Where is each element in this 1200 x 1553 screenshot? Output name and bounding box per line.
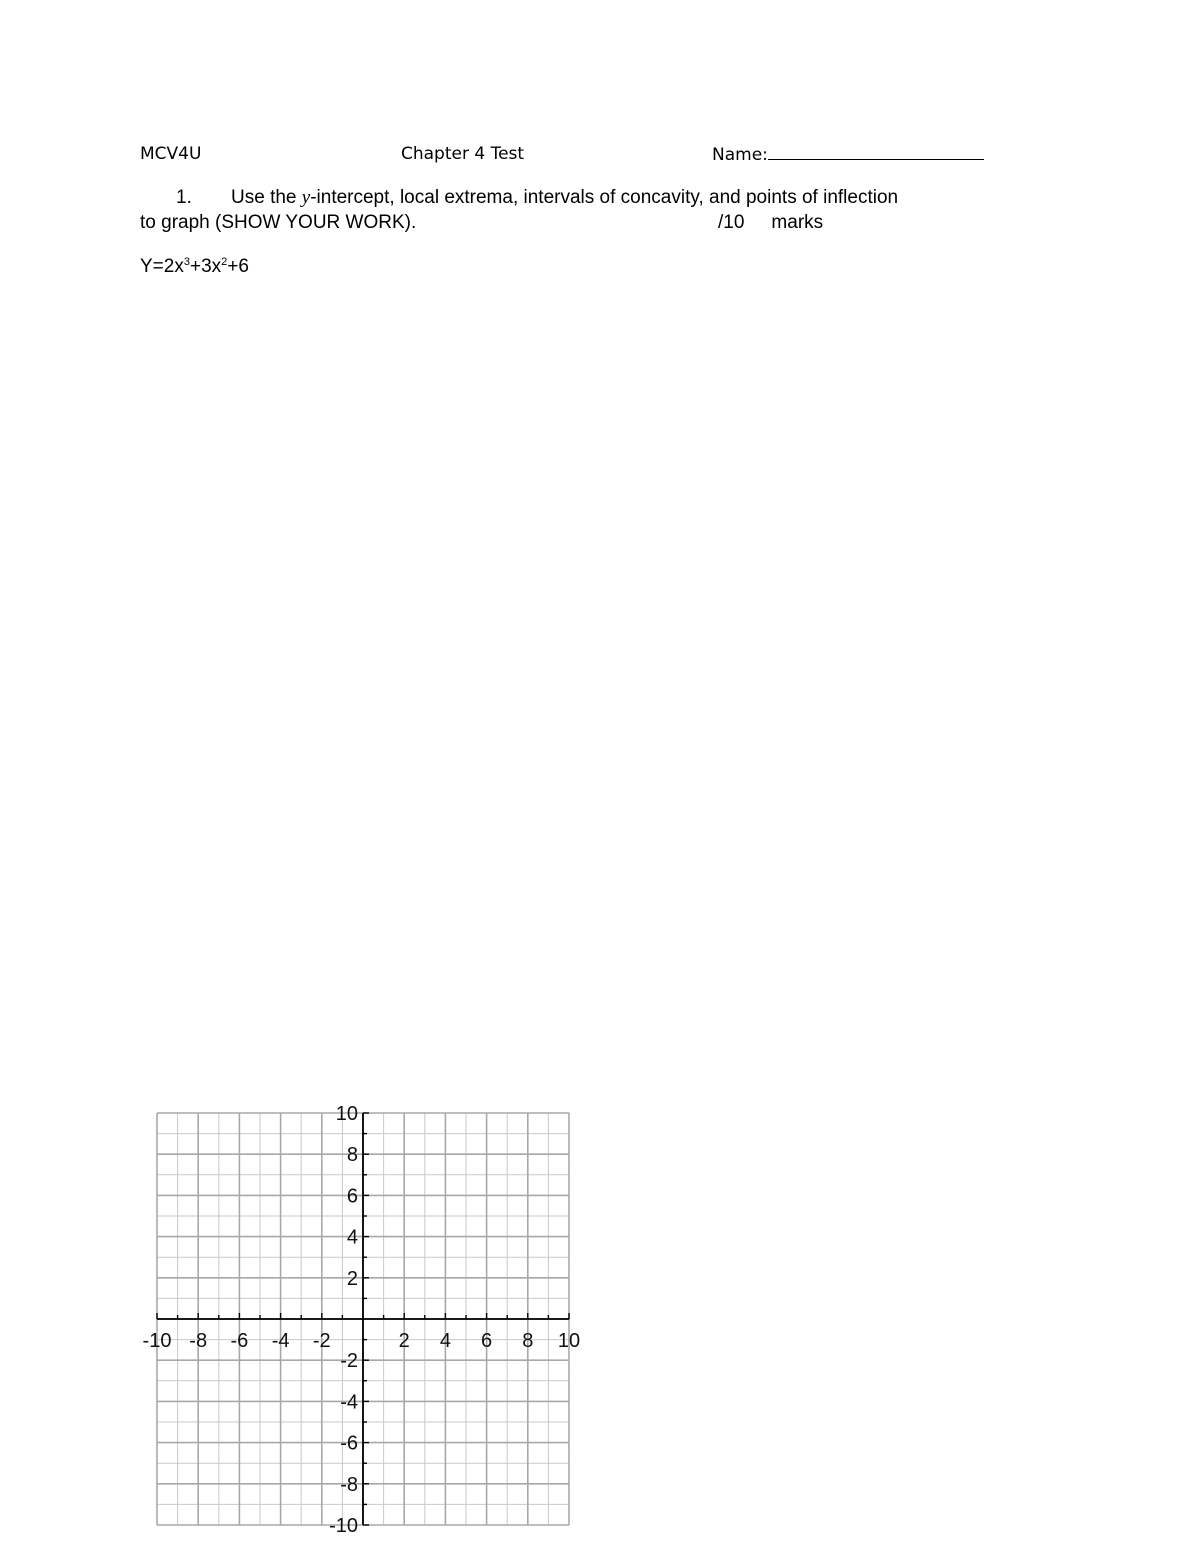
x-tick-label: 2 xyxy=(398,1330,410,1352)
question-instruction: to graph (SHOW YOUR WORK). xyxy=(140,212,417,233)
marks-allocation xyxy=(718,211,823,235)
name-blank-line xyxy=(768,143,984,160)
x-tick-label: -2 xyxy=(312,1330,331,1352)
equation-exponent-3: 3 xyxy=(183,256,190,268)
test-title: Chapter 4 Test xyxy=(401,144,525,164)
coordinate-grid xyxy=(130,1095,590,1545)
y-tick-label: -10 xyxy=(329,1515,358,1537)
marks-word: marks xyxy=(771,212,824,233)
equation-rhs: +6 xyxy=(227,256,249,277)
equation xyxy=(140,255,249,279)
x-tick-label: 6 xyxy=(481,1330,493,1352)
question-1-line-1 xyxy=(140,186,898,210)
name-field xyxy=(712,143,984,166)
course-code: MCV4U xyxy=(140,144,202,164)
x-tick-label: -10 xyxy=(142,1330,172,1352)
marks-total: /10 xyxy=(718,212,745,233)
x-tick-label: -6 xyxy=(230,1330,249,1352)
question-text-part1: Use the xyxy=(231,187,302,208)
question-text-part2: -intercept, local extrema, intervals of concavity, and points of inflection xyxy=(310,187,899,208)
y-tick-label: -8 xyxy=(340,1473,358,1496)
equation-middle: +3x xyxy=(189,256,222,277)
y-tick-label: 4 xyxy=(346,1226,358,1249)
y-variable: y xyxy=(301,187,311,208)
y-tick-label: 2 xyxy=(346,1267,358,1290)
equation-lhs: Y=2x xyxy=(140,256,184,277)
name-label: Name: xyxy=(712,145,768,165)
tick-labels xyxy=(143,1103,581,1537)
y-tick-label: 10 xyxy=(335,1103,358,1125)
x-tick-label: 8 xyxy=(522,1330,534,1352)
y-tick-label: -4 xyxy=(340,1391,358,1414)
y-tick-label: 8 xyxy=(346,1144,358,1167)
x-tick-label: -8 xyxy=(189,1330,208,1352)
question-1-line-2 xyxy=(140,211,824,235)
y-tick-label: 6 xyxy=(346,1185,358,1208)
y-tick-label: -2 xyxy=(340,1350,358,1373)
x-tick-label: -4 xyxy=(271,1330,290,1352)
x-tick-label: 10 xyxy=(557,1330,581,1352)
x-tick-label: 4 xyxy=(439,1330,451,1352)
equation-exponent-2: 2 xyxy=(221,256,228,268)
question-number: 1. xyxy=(176,187,192,208)
y-tick-label: -6 xyxy=(340,1432,358,1455)
